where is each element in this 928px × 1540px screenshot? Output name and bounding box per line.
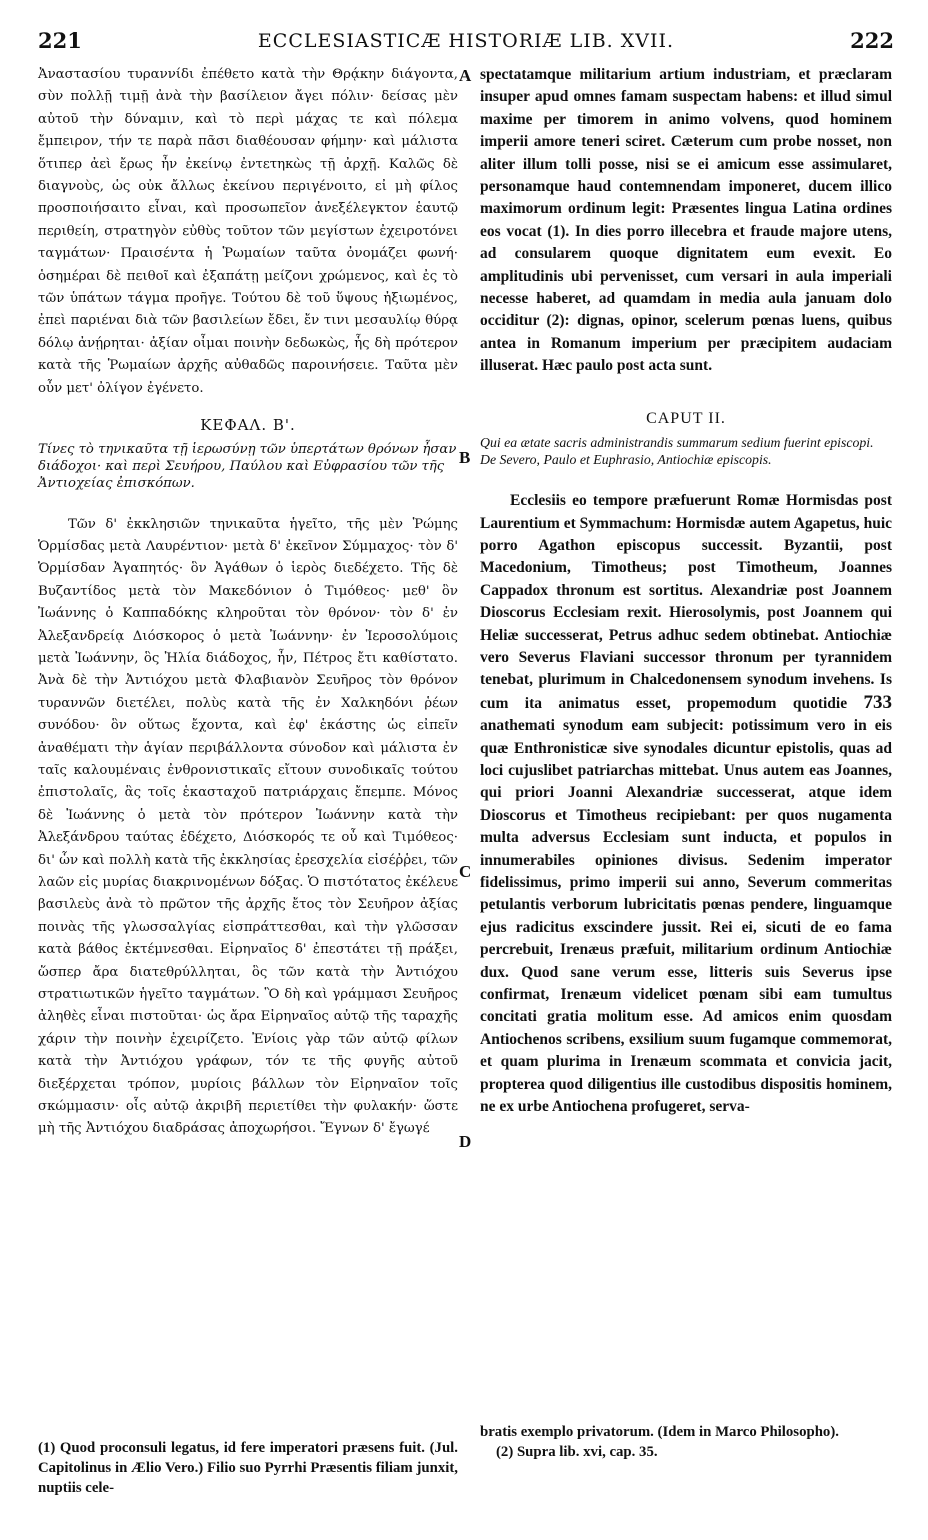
footnotes-right: [480, 1422, 892, 1462]
margin-letter-b: B: [459, 448, 471, 467]
greek-chapter-summary: Τίνες τὸ τηνικαῦτα τῇ ἱερωσύνῃ τῶν ὑπερτάτων θρόνων ἦσαν διάδοχοι· καὶ περὶ Σευήρου, Παύλου καὶ Εὐφρασίου τῶν τῆς Ἀντιοχείας ἐπισκόπων.: [38, 441, 457, 491]
margin-letter-d: D: [459, 1132, 472, 1151]
footnote-2: (2) Supra lib. xvi, cap. 35.: [496, 1444, 658, 1460]
footnote-continuation: bratis exemplo privatorum. (Idem in Marco Philosopho).: [480, 1424, 839, 1440]
page-number-left: 221: [38, 28, 82, 53]
latin-paragraph-1: spectatamque militarium artium industriam, et præclaram insuper apud omnes famam suspectam habens: et illud simul maxime per timorem in animo volvens, quod hominem imperii amore teneri sciret. Cæterum cum probe nosset, non aliter illum tolli posse, nisi se ei amicum esse assimularet, personamque haud contemnendam imponeret, ducem illico maximorum ordinum legit: Præsentes lingua Latina ordines eos vocat (1). In dies porro illecebra et fraude majore utens, ad consularem quoque dignitatem eum evexit. Eo amplitudinis ubi pervenisset, cum versari in aula imperiali necesse haberet, ad quamdam in media aula januam dolo occiditur (2): dignas, opinor, scelerum pœnas luens, quibus antea in Romanum imperium per præcipitem audaciam illuserat. Hæc paulo post acta sunt.: [480, 66, 892, 375]
latin-paragraph-2: [480, 490, 892, 1118]
greek-paragraph-1: Ἀναστασίου τυραννίδι ἐπέθετο κατὰ τὴν Θρᾴκην διάγοντα, σὺν πολλῇ τιμῇ ἀνὰ τὴν βασίλειον ἄγει πόλιν· δείσας μὲν αὐτοῦ τὴν δύναμιν, καὶ τὸ περὶ μάχας τε καὶ πόλεμα ἔμπειρον, τήν τε παρὰ πᾶσι διαθέουσαν φήμην· καὶ μάλιστα ὅτιπερ ἀεὶ ἔρως ἦν ἐκείνῳ ἐντετηκὼς τῇ ἀρχῇ. Καλῶς δὲ διαγνοὺς, ὡς οὐκ ἄλλως ἐκείνου περιγένοιτο, εἰ μὴ φίλος προσποιήσαιτο εἶναι, καὶ προσωπεῖον ἀνεξέλεγκτον ἑαυτῷ περιθείη, στρατηγὸν εὐθὺς τοῦτον τῶν μεγίστων ἐχειροτόνει ταγμάτων· Πραισέντα ἡ Ῥωμαίων ταῦτα ὀνομάζει φωνή· ὁσημέραι δὲ πειθοῖ καὶ ἐξαπάτῃ μείζονι χρώμενος, καὶ ἐς τὸ τῶν ὑπάτων τάγμα προῆγε. Τούτου δὲ τοῦ ὕψους ἠξιωμένος, ἐπεὶ παριέναι διὰ τῶν βασιλείων ἔδει, ἔν τινι μεσαυλίῳ θύρᾳ δόλῳ ἀνῄρηται· ἀξίαν οἶμαι ποινὴν δεδωκὼς, ἧς δὴ πρότερον κατὰ τῆς Ῥωμαίων ἀρχῆς αὐθαδῶς παροινήσειε. Ταῦτα μὲν οὖν μετ' ὀλίγον ἐγένετο.: [38, 67, 458, 396]
column-number: 733: [863, 691, 892, 713]
running-title: ECCLESIASTICÆ HISTORIÆ LIB. XVII.: [257, 30, 675, 52]
latin-paragraph-2-part-a: Ecclesiis eo tempore præfuerunt Romæ Hormisdas post Laurentium et Symmachum: Hormisdæ autem Agapetus, huic porro Agathon episcopus successit. Byzantii, post Macedonium, Timotheus; post Timotheum, Joannes Cappadox thronum est sortitus. Alexandriæ post Joannem Dioscorus Ecclesiam rexit. Hierosolymis, post Joannem qui Heliæ successerat, Petrus adhuc sedem obtinebat. Antiochiæ vero Severus Flaviani successor thronum per tyrannidem tenebat, plurimum in Chalcedonensem synodum invehens. Is cum ita animatus esset, propemodum quotidie: [480, 492, 892, 712]
margin-letter-c: C: [459, 862, 472, 881]
latin-column: [480, 64, 892, 1118]
latin-paragraph-2-part-b: anathemati synodum eam subjecit: potissimum vero in eis quæ Enthronisticæ sive synodales dicuntur epistolis, quas ad loci cujuslibet patriarchas mittebat. Unus autem eas Joannes, qui priori Joanni Alexandriæ successerat, atque idem Dioscorus et Timotheus recipiebant: per quos nugamenta multa adversus Ecclesiam sunt inducta, et populos in innumerabiles opiniones divisus. Sedenim imperator fidelissimus, primo imperii sui anno, Severum commeritas petulantis verborum lubricitatis pœnas pendere, linguamque ejus radicitus exscindere jussit. Rei ei, sicuti de eo fama percrebuit, Irenæus præfuit, militarium ordinum Antiochiæ dux. Quod sane verum esse, litteris suis Severus ipse confirmat, Irenæum videlicet pœnam sibi eam tumultus concitati gratia molitum esse. Ad amicos enim quosdam Antiochenos scribens, exsilium suum fugamque commemorat, et quam plurima in Irenæum scommata et convicia jacit, propterea quod diligentius ille custodibus dispositis hominem, ne ex urbe Antiochena profugeret, serva-: [480, 717, 892, 1116]
page-number-right: 222: [850, 28, 894, 53]
footnote-left: (1) Quod proconsuli legatus, id fere imperatori præsens fuit. (Jul. Capitolinus in Ælio Vero.) Filio suo Pyrrhi Præsentis filiam junxit, nuptiis cele-: [38, 1440, 458, 1496]
greek-column: [38, 64, 458, 1141]
margin-letter-a: A: [459, 66, 472, 85]
running-header: [38, 28, 894, 58]
latin-chapter-summary: Qui ea ætate sacris administrandis summarum sedium fuerint episcopi. De Severo, Paulo et Euphrasio, Antiochiæ episcopis.: [480, 435, 874, 468]
greek-paragraph-2: Τῶν δ' ἐκκλησιῶν τηνικαῦτα ἡγεῖτο, τῆς μὲν Ῥώμης Ὁρμίσδας μετὰ Λαυρέντιον· μετὰ δ' ἐκεῖνον Σύμμαχος· τὸν δ' Ὁρμίσδαν Ἀγαπητός· ὃν Ἀγάθων ὁ ἱερὸς διεδέχετο. Τῆς δὲ Βυζαντίδος μετὰ τὸν Μακεδόνιον ὁ Τιμόθεος· μεθ' ὃν Ἰωάννης ὁ Καππαδόκης κληροῦται τὸν θρόνον· τὸν δ' ἐν Ἀλεξανδρείᾳ Διόσκορος ὁ μετὰ Ἰωάννην· ἐν Ἱεροσολύμοις μετὰ Ἰωάννην, ὃς Ἠλία διάδοχος, ἦν, Πέτρος ἔτι καθίστατο. Ἀνὰ δὲ τὴν Ἀντιόχου μετὰ Φλαβιανὸν Σευῆρος τὸν θρόνον τυραννῶν διετέλει, πολὺς κατὰ τῆς ἐν Χαλκηδόνι ῥέων συνόδου· ὃν οὕτως ἔχοντα, καὶ ἐφ' ἑκάστης ὡς εἰπεῖν ἀναθέματι τὴν ἁγίαν περιβάλλοντα σύνοδον καὶ μάλιστα ἐν ταῖς καλουμέναις ἐνθρονιστικαῖς εἴτουν συνοδικαῖς τούτου ἐπιστολαῖς, ἃς τοῖς ἑκασταχοῦ πατριάρχαις ἔπεμπε. Μόνος δὲ Ἰωάννης ὁ μετὰ τὸν πρότερον Ἰωάννην κατὰ τὴν Ἀλεξάνδρου ταύτας ἐδέχετο, Διόσκορός τε οὖ καὶ Τιμόθεος· δι' ὧν καὶ πολλὴ κατὰ τῆς ἐκκλησίας ἐρεσχελία εἰσέῤῥει, τῶν λαῶν εἰς μυρίας διακρινομένων δόξας. Ὁ πιστότατος ἐκέλευε βασιλεὺς ἀνὰ τὸ πρῶτον τῆς ἀρχῆς ἔτος τὸν Σευῆρον ἀξίας ποινὰς τῆς γλωσσαλγίας εἰσπράττεσθαι, καὶ τὴν γλῶσσαν κατὰ βάθος ἐκτέμνεσθαι. Εἰρηναῖος δ' ἐπεστάτει τῇ πράξει, ὥσπερ ἄρα διατεθρύλληται, ὃς τῶν κατὰ τὴν Ἀντιόχου στρατιωτικῶν ἡγεῖτο ταγμάτων. Ὃ δὴ καὶ γράμμασι Σευῆρος ἀληθὲς εἶναι πιστοῦται· ὡς ἄρα Εἰρηναῖος αὐτῷ τῆς ταραχῆς χάριν τὴν ποινὴν ἐχειρίζετο. Ἐνίοις γὰρ τῶν αὐτῷ φίλων κατὰ τὴν Ἀντιόχου γράφων, τόν τε τῆς φυγῆς αὐτοῦ διεξέρχεται τρόπον, μυρίοις βάλλων τὸν Εἰρηναῖον τοῖς σκώμμασιν· οἷς αὐτῷ ἀκριβῆ περιετίθει τὴν φυλακήν· ὥστε μὴ τῆς Ἀντιόχου διαδράσας ἀποχωρήσοι. Ἔγνων δ' ἔγωγέ: [38, 516, 458, 1137]
greek-chapter-heading: ΚΕΦΑΛ. Β'.: [200, 416, 296, 435]
latin-chapter-heading: CAPUT II.: [646, 409, 726, 427]
